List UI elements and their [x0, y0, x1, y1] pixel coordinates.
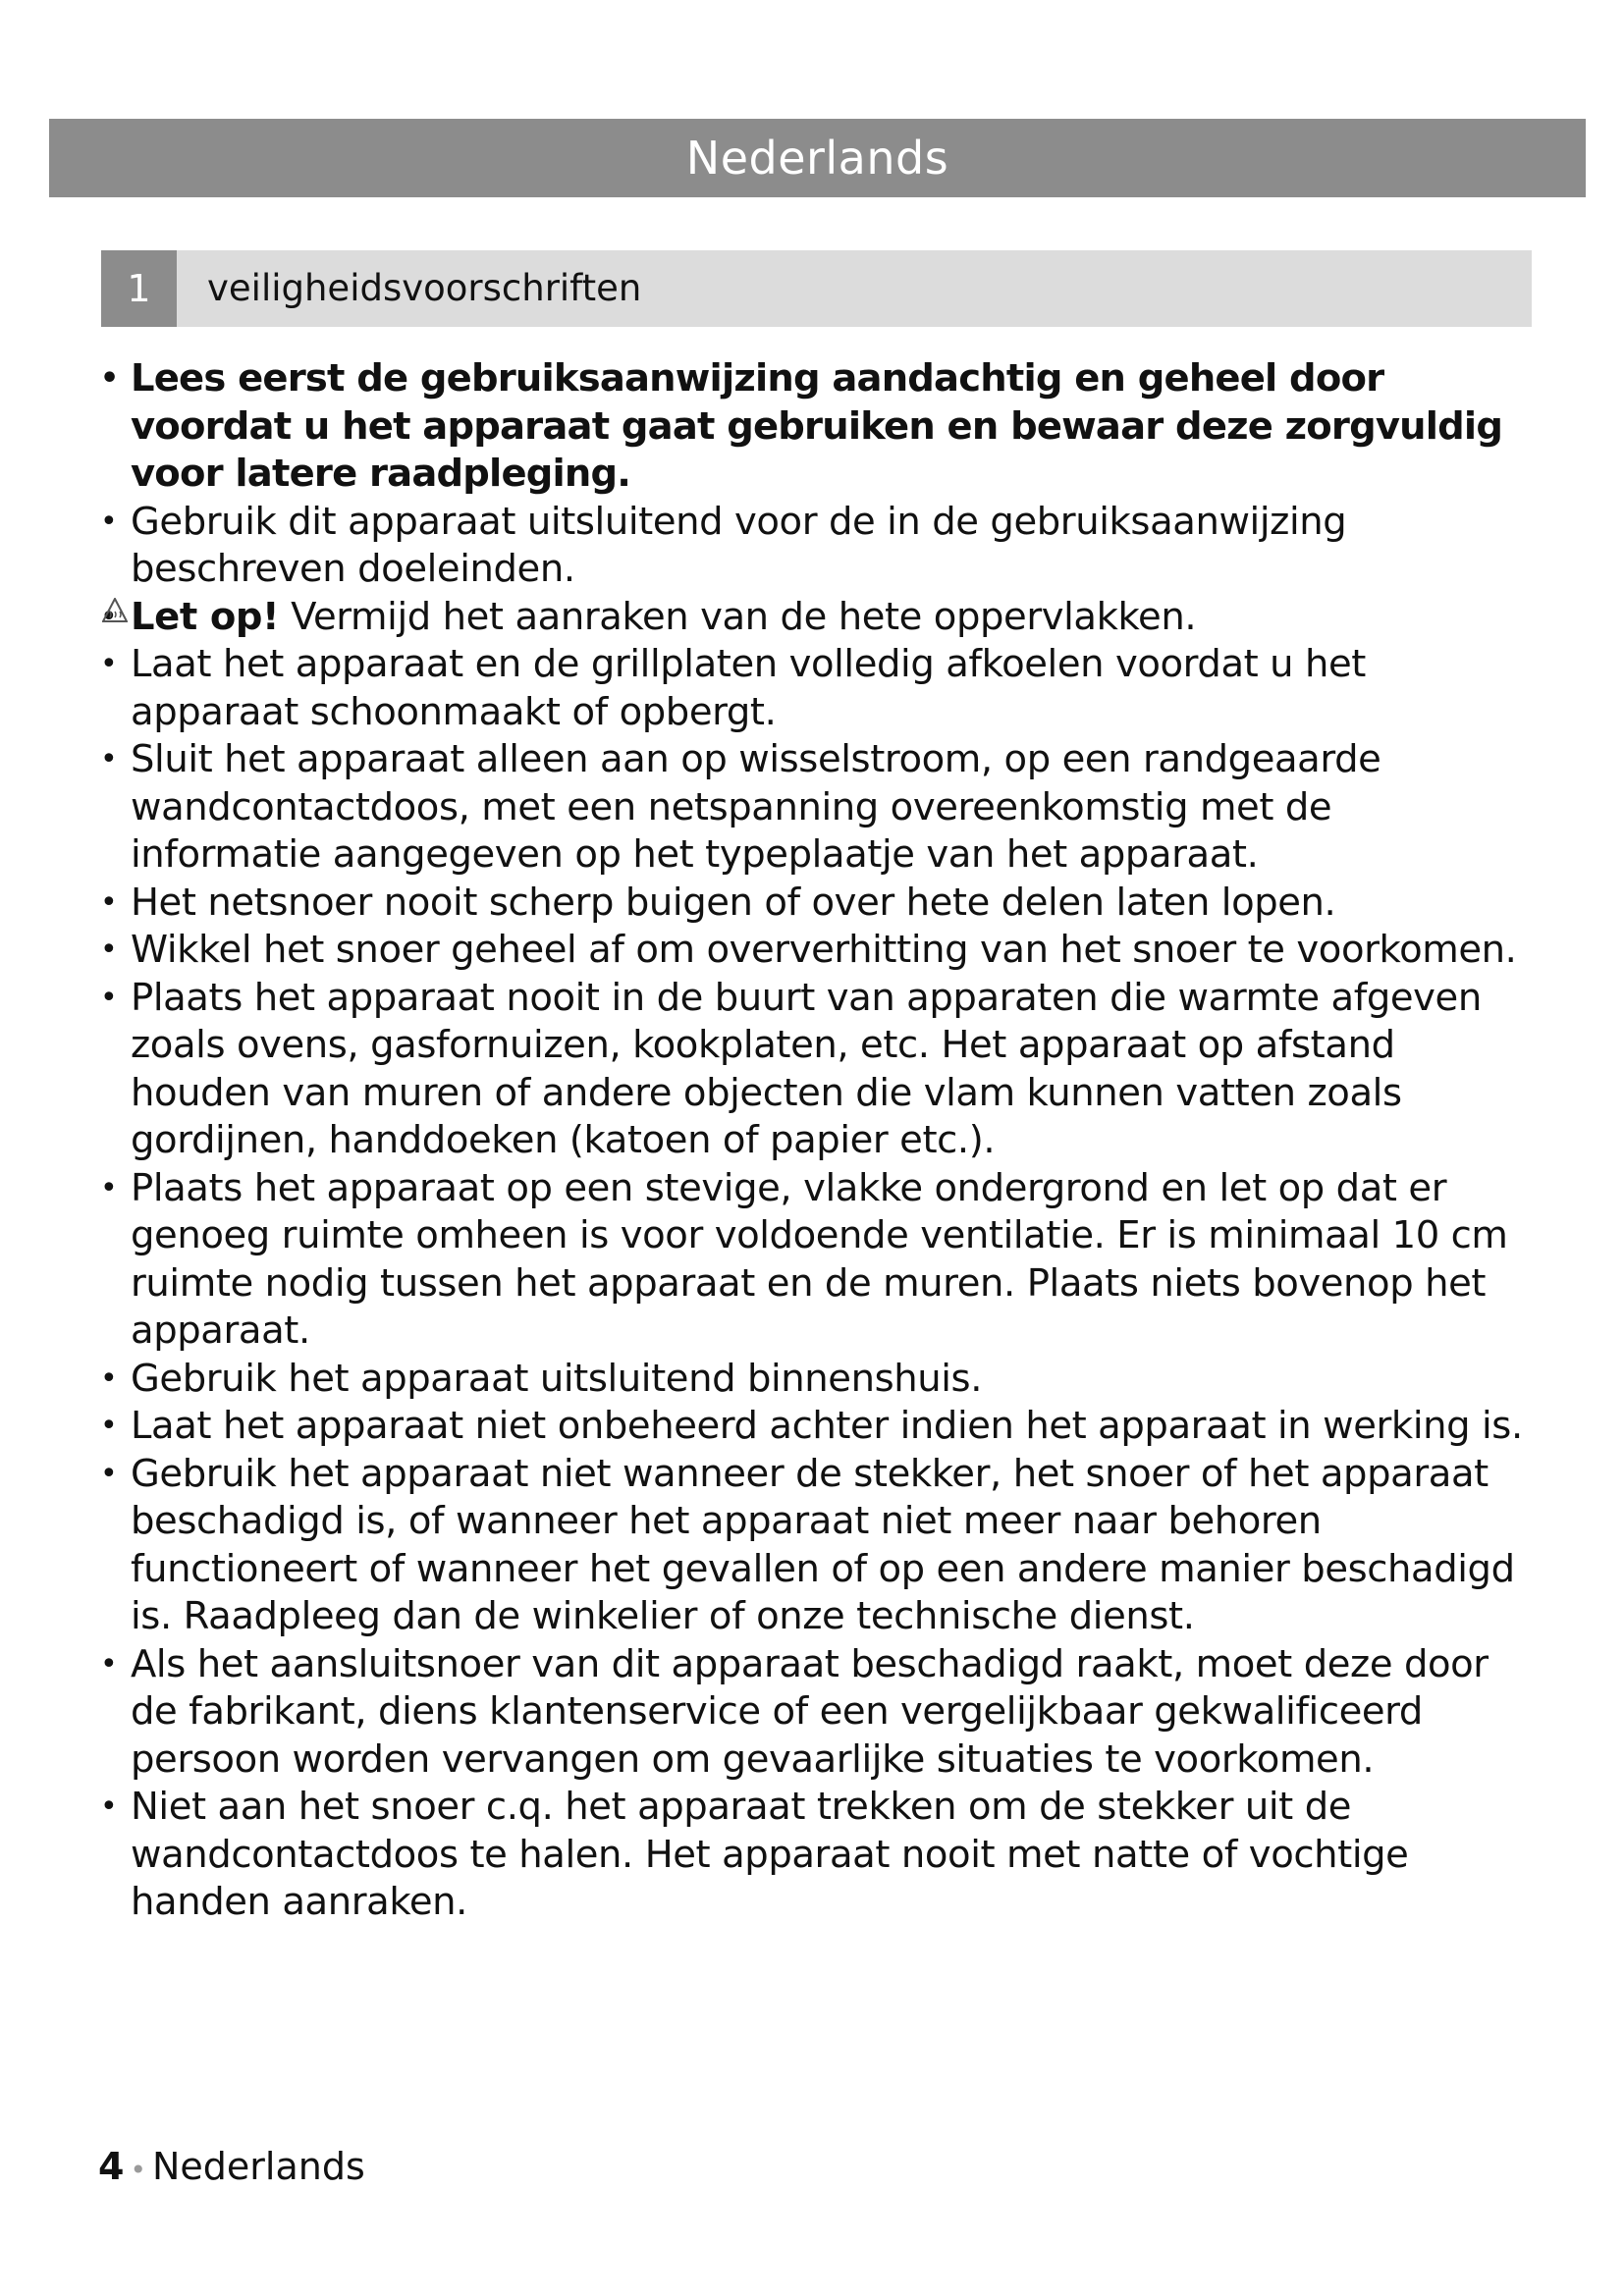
bullet-icon: •: [100, 980, 118, 1015]
list-item: [98, 736, 1532, 880]
list-item: [98, 927, 1532, 975]
list-item: [98, 1451, 1532, 1641]
bullet-icon: •: [100, 361, 119, 396]
section-title: veiligheidsvoorschriften: [207, 267, 642, 309]
list-item: [98, 1403, 1532, 1451]
separator-dot: •: [130, 2154, 146, 2186]
hot-surface-warning-icon: [102, 598, 128, 623]
rule-text: Vermijd het aanraken van de hete oppervlakken.: [279, 594, 1197, 639]
bullet-icon: •: [100, 504, 118, 539]
list-item: [98, 1784, 1532, 1927]
language-banner: Nederlands: [49, 119, 1586, 197]
bullet-icon: •: [100, 1789, 118, 1824]
page-number: 4: [98, 2145, 125, 2188]
rule-text: Als het aansluitsnoer van dit apparaat beschadigd raakt, moet deze door de fabrikant, diens klantenservice of een vergelijkbaar gekwalificeerd persoon worden vervangen om gevaarlijke situaties te voorkomen.: [131, 1641, 1489, 1782]
rule-text: Het netsnoer nooit scherp buigen of over hete delen laten lopen.: [131, 880, 1336, 925]
list-item: [98, 880, 1532, 928]
bullet-icon: •: [100, 1456, 118, 1491]
rule-text: Wikkel het snoer geheel af om oververhitting van het snoer te voorkomen.: [131, 928, 1517, 972]
bullet-icon: •: [100, 933, 118, 967]
list-item: [98, 594, 1532, 642]
rule-text: Plaats het apparaat op een stevige, vlakke ondergrond en let op dat er genoeg ruimte omheen is voor voldoende ventilatie. Er is minimaal 10 cm ruimte nodig tussen het apparaat en de muren. Plaats niets bovenop het apparaat.: [131, 1165, 1508, 1353]
list-item: [98, 499, 1532, 594]
warning-label: Let op!: [131, 594, 280, 639]
list-item: [98, 1356, 1532, 1404]
bullet-icon: •: [100, 884, 118, 920]
bullet-icon: •: [100, 1361, 118, 1396]
bullet-icon: •: [100, 599, 118, 634]
safety-rules-list: [98, 355, 1532, 1927]
rule-text: Gebruik het apparaat niet wanneer de stekker, het snoer of het apparaat beschadigd is, of wanneer het apparaat niet meer naar behoren functioneert of wanneer het gevallen of op een andere manier beschadigd is. Raadpleeg dan de winkelier of onze technische dienst.: [131, 1451, 1515, 1638]
rule-text: Gebruik het apparaat uitsluitend binnenshuis.: [131, 1356, 983, 1401]
rule-text: Plaats het apparaat nooit in de buurt van apparaten die warmte afgeven zoals ovens, gasfornuizen, kookplaten, etc. Het apparaat op afstand houden van muren of andere objecten die vlam kunnen vatten zoals gordijnen, handdoeken (katoen of papier etc.).: [131, 975, 1482, 1162]
footer-language: Nederlands: [151, 2145, 365, 2188]
list-item: [98, 355, 1532, 499]
list-item: [98, 641, 1532, 736]
section-header: [101, 250, 1532, 327]
rule-text: Laat het apparaat en de grillplaten volledig afkoelen voordat u het apparaat schoonmaakt of opbergt.: [131, 642, 1366, 734]
rule-text: Niet aan het snoer c.q. het apparaat trekken om de stekker uit de wandcontactdoos te halen. Het apparaat nooit met natte of vochtige handen aanraken.: [131, 1785, 1409, 1924]
list-item: [98, 1165, 1532, 1356]
page-footer: [98, 2143, 365, 2194]
section-number: 1: [101, 250, 177, 327]
bullet-icon: •: [100, 1646, 118, 1682]
list-item: [98, 1641, 1532, 1785]
bullet-icon: •: [100, 647, 118, 681]
bullet-icon: •: [100, 1409, 118, 1443]
list-item: [98, 975, 1532, 1165]
rule-text: Gebruik dit apparaat uitsluitend voor de in de gebruiksaanwijzing beschreven doeleinden.: [131, 499, 1347, 591]
bullet-icon: •: [100, 1170, 118, 1205]
bullet-icon: •: [100, 742, 118, 776]
rule-text: Lees eerst de gebruiksaanwijzing aandachtig en geheel door voordat u het apparaat gaat gebruiken en bewaar deze zorgvuldig voor latere raadpleging.: [131, 356, 1503, 496]
rule-text: Laat het apparaat niet onbeheerd achter indien het apparaat in werking is.: [131, 1404, 1523, 1448]
rule-text: Sluit het apparaat alleen aan op wisselstroom, op een randgeaarde wandcontactdoos, met een netspanning overeenkomstig met de informatie aangegeven op het typeplaatje van het apparaat.: [131, 737, 1381, 877]
